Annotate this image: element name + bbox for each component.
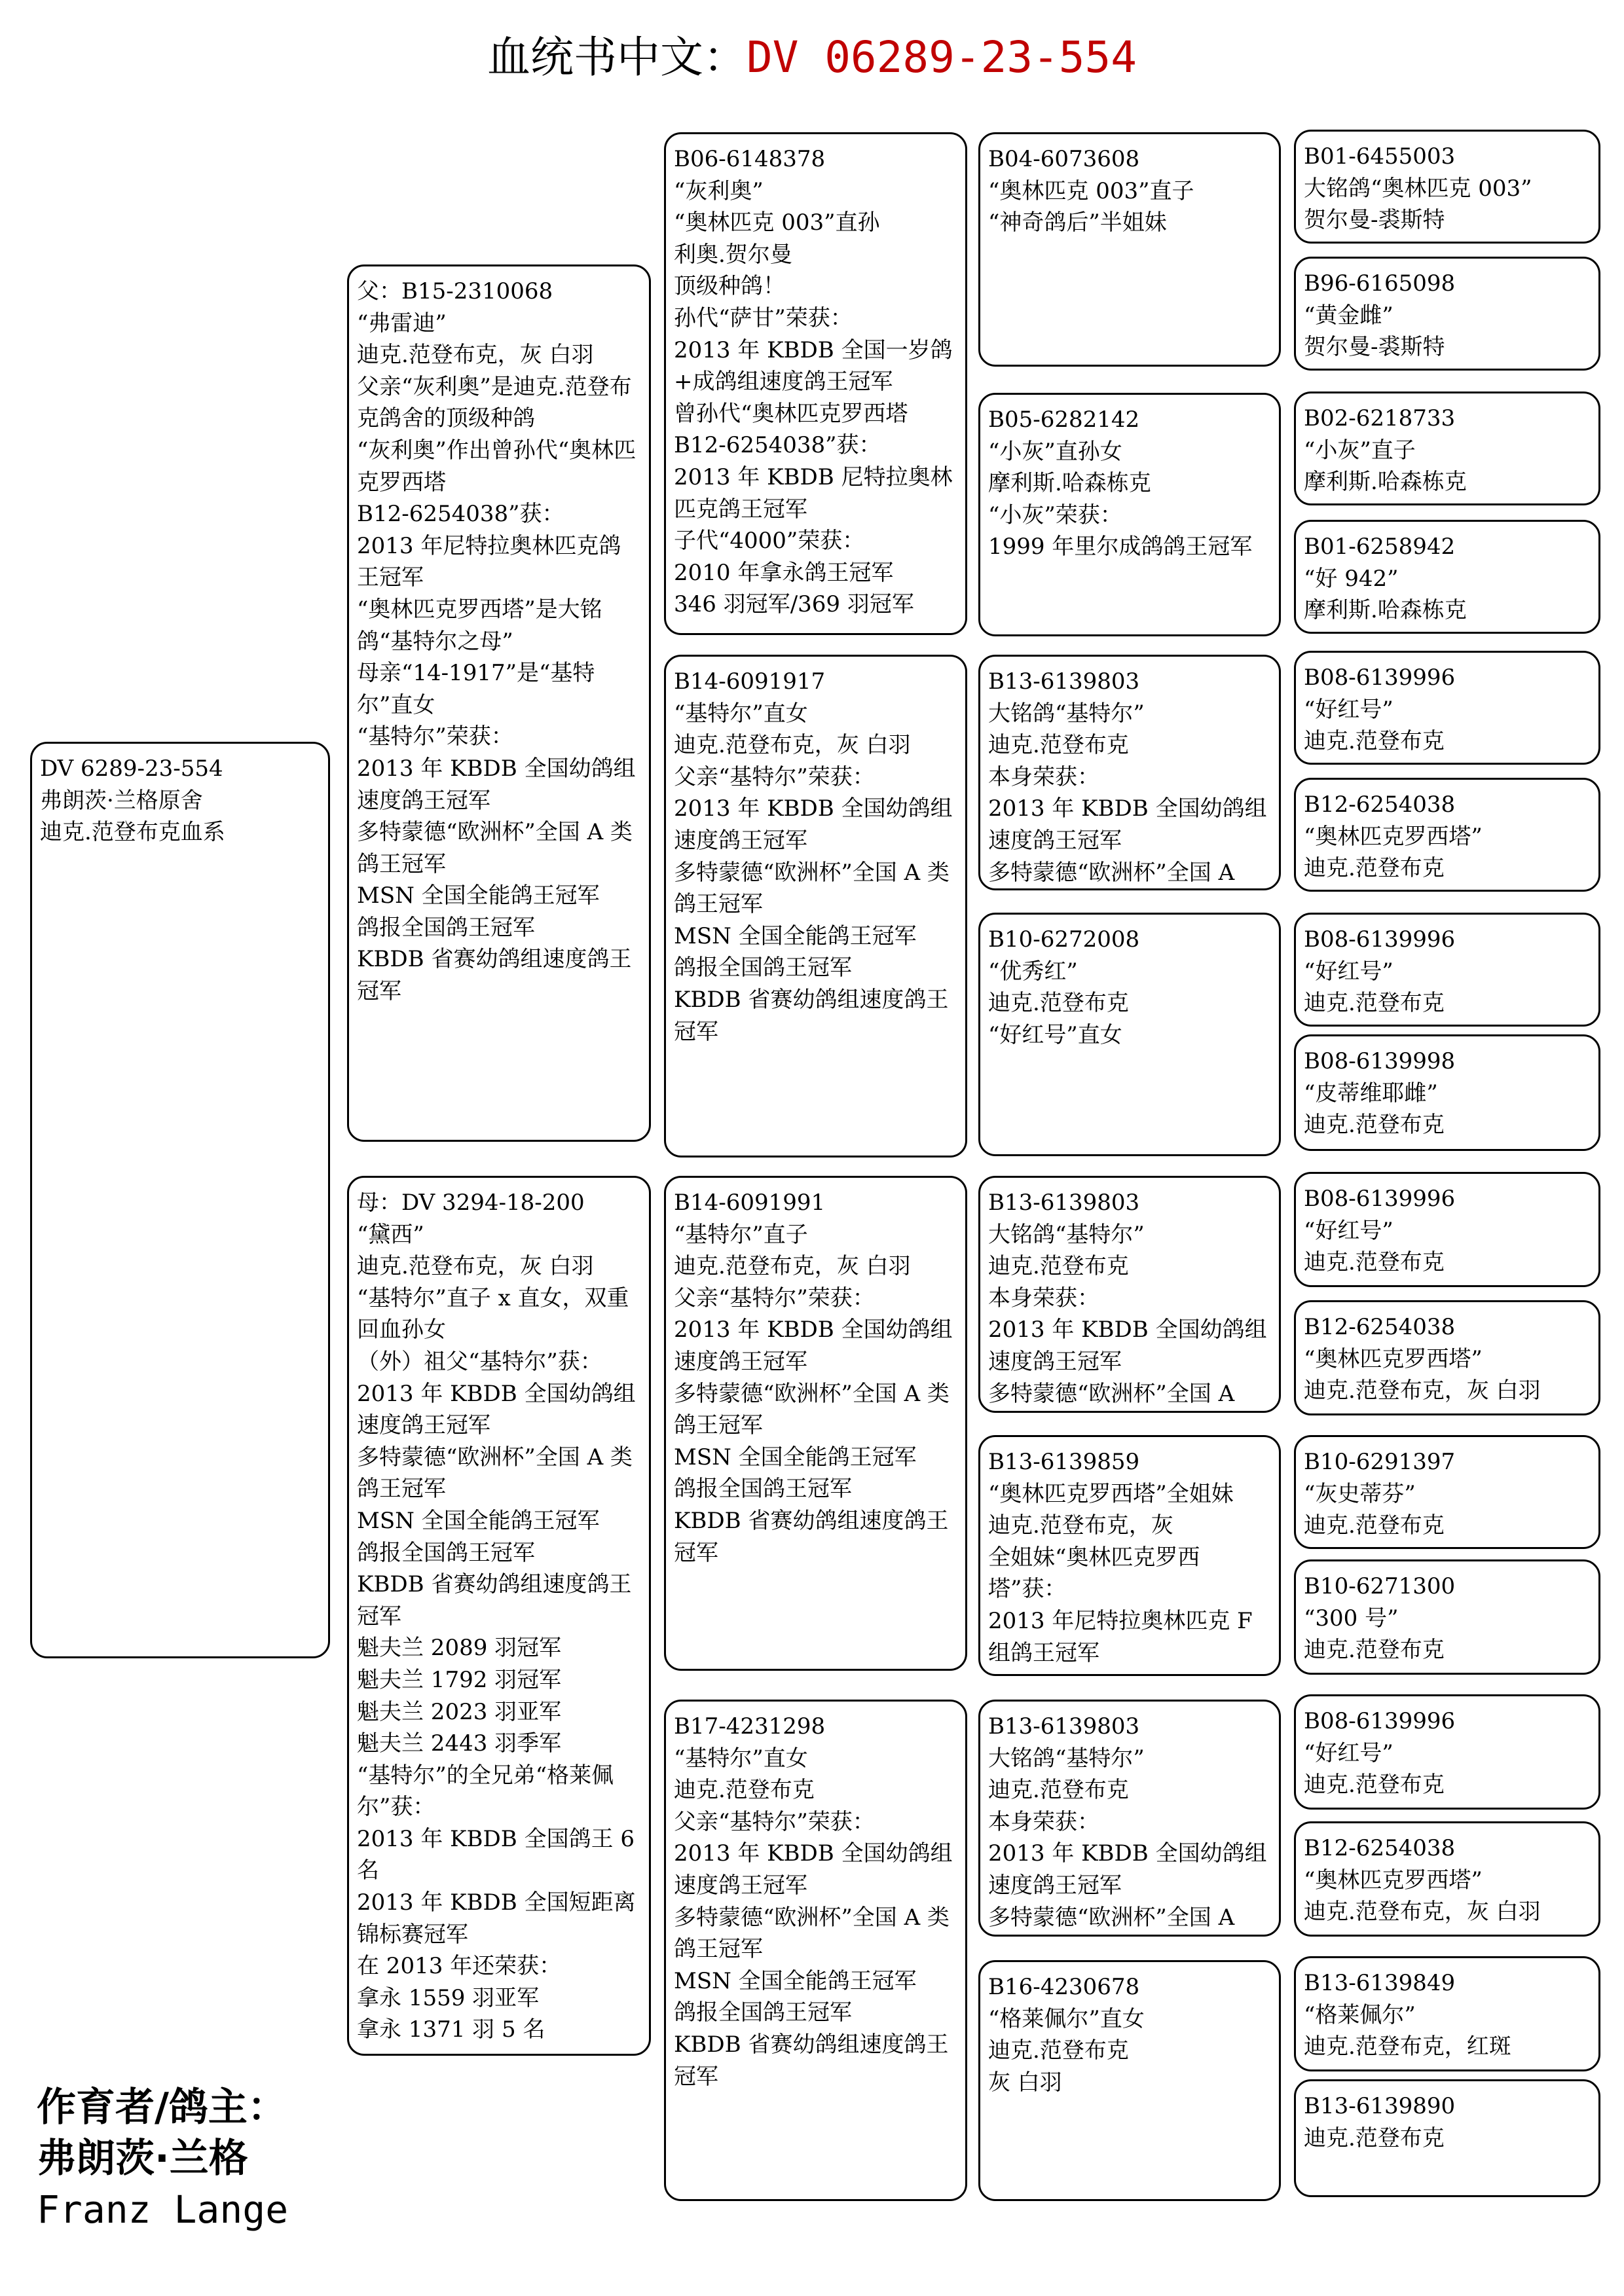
pedigree-line: “奥林匹克罗西塔” xyxy=(1304,823,1483,850)
pedigree-line: 迪克.范登布克 xyxy=(988,1253,1129,1280)
ring-number-title: DV 06289-23-554 xyxy=(746,32,1137,82)
pedigree-line: “好红号” xyxy=(1304,958,1393,985)
pedigree-line: 2013 年 KBDB 全国幼鸽组速度鸽王冠军 xyxy=(674,1840,953,1899)
breeder-block xyxy=(37,2082,288,2235)
pedigree-line: 迪克.范登布克，灰 xyxy=(988,1512,1173,1539)
pedigree-line: 父亲“基特尔”荣获： xyxy=(674,1285,875,1311)
ring-number: B13-6139859 xyxy=(988,1449,1140,1475)
ring-number: B96-6165098 xyxy=(1304,270,1456,297)
pedigree-line: “奥林匹克罗西塔” xyxy=(1304,1345,1483,1372)
pedigree-line: 全姐妹“奥林匹克罗西塔”获： xyxy=(988,1544,1200,1603)
pedigree-line: “300 号” xyxy=(1304,1605,1399,1631)
pedigree-line: 迪克.范登布克 xyxy=(1304,1772,1445,1798)
ring-number: B04-6073608 xyxy=(988,146,1140,172)
ring-number: B10-6272008 xyxy=(988,926,1140,953)
ring-number: B12-6254038 xyxy=(1304,792,1456,818)
ring-number: B13-6139803 xyxy=(988,668,1140,695)
ring-number: 母：DV 3294-18-200 xyxy=(357,1190,585,1216)
dam-box xyxy=(347,1176,651,2056)
pedigree-line: “奥林匹克 003”直子 xyxy=(988,177,1194,204)
gen5-box-13 xyxy=(1294,1694,1600,1810)
pedigree-line: KBDB 省赛幼鸽组速度鸽王冠军 xyxy=(357,946,632,1005)
ring-number: B17-4231298 xyxy=(674,1713,826,1740)
ring-number: B16-4230678 xyxy=(988,1974,1140,2000)
pedigree-line: 多特蒙德“欧洲杯”全国 A xyxy=(988,1380,1235,1407)
pedigree-line: “奥林匹克 003”直孙 xyxy=(674,210,880,236)
pedigree-line: MSN 全国全能鸽王冠军 xyxy=(674,1967,917,1994)
sire-sire-box xyxy=(664,132,967,635)
pedigree-line: 迪克.范登布克 xyxy=(988,990,1129,1017)
pedigree-line: 拿永 1371 羽 5 名 xyxy=(357,2016,545,2043)
page-title xyxy=(0,31,1624,83)
ring-number: DV 6289-23-554 xyxy=(40,756,223,782)
ring-number: B13-6139849 xyxy=(1304,1970,1456,1996)
pedigree-line: “奥林匹克罗西塔”是大铭鸽“基特尔之母” xyxy=(357,596,602,655)
gen4-box-7 xyxy=(978,1700,1281,1937)
pedigree-line: 迪克.范登布克 xyxy=(988,2037,1129,2064)
pedigree-line: “基特尔”的全兄弟“格莱佩尔”获： xyxy=(357,1762,614,1821)
pedigree-line: 迪克.范登布克，红斑 xyxy=(1304,2033,1511,2060)
ring-number: B01-6455003 xyxy=(1304,143,1456,170)
pedigree-line: 2013 年 KBDB 全国幼鸽组速度鸽王冠军 xyxy=(988,1317,1267,1375)
pedigree-line: 多特蒙德“欧洲杯”全国 A 类鸽王冠军 xyxy=(357,1444,633,1503)
title-prefix: 血统书中文： xyxy=(487,32,747,82)
pedigree-line: 多特蒙德“欧洲杯”全国 A xyxy=(988,859,1235,886)
pedigree-line: “好红号”直女 xyxy=(988,1021,1122,1048)
pedigree-line: 迪克.范登布克 xyxy=(1304,1637,1445,1664)
pedigree-line: 迪克.范登布克 xyxy=(1304,1512,1445,1539)
pedigree-line: 顶级种鸽！ xyxy=(674,273,785,300)
pedigree-line: 本身荣获： xyxy=(988,763,1099,790)
ring-number: B14-6091991 xyxy=(674,1190,826,1216)
pedigree-line: “奥林匹克罗西塔” xyxy=(1304,1867,1483,1893)
sire-dam-box xyxy=(664,655,967,1157)
ring-number: B08-6139998 xyxy=(1304,1048,1456,1074)
pedigree-line: 利奥.贺尔曼 xyxy=(674,241,792,268)
pedigree-line: 迪克.范登布克血系 xyxy=(40,819,225,846)
pedigree-line: KBDB 省赛幼鸽组速度鸽王冠军 xyxy=(674,986,949,1045)
pedigree-line: “弗雷迪” xyxy=(357,310,447,337)
pedigree-line: 迪克.范登布克，灰 白羽 xyxy=(674,732,911,759)
ring-number: B08-6139996 xyxy=(1304,926,1456,953)
pedigree-line: “好红号” xyxy=(1304,1217,1393,1244)
pedigree-line: 迪克.范登布克 xyxy=(1304,855,1445,882)
pedigree-line: 2013 年 KBDB 尼特拉奥林匹克鸽王冠军 xyxy=(674,464,953,522)
pedigree-line: 父亲“基特尔”荣获： xyxy=(674,763,875,790)
pedigree-line: “基特尔”直子 x 直女，双重回血孙女 xyxy=(357,1285,629,1343)
gen4-box-2 xyxy=(978,393,1281,636)
pedigree-line: KBDB 省赛幼鸽组速度鸽王冠军 xyxy=(357,1571,632,1630)
pedigree-line: “黄金雌” xyxy=(1304,302,1393,329)
pedigree-line: 在 2013 年还荣获： xyxy=(357,1953,562,1980)
gen4-box-1 xyxy=(978,132,1281,367)
pedigree-line: 2013 年 KBDB 全国鸽王 6 名 xyxy=(357,1825,642,1884)
pedigree-line: MSN 全国全能鸽王冠军 xyxy=(357,883,600,909)
pedigree-line: 鸽报全国鸽王冠军 xyxy=(357,1539,535,1566)
gen5-box-15 xyxy=(1294,1956,1600,2071)
subject-pigeon-box xyxy=(30,742,330,1658)
ring-number: B13-6139803 xyxy=(988,1190,1140,1216)
pedigree-line: 2013 年 KBDB 全国幼鸽组速度鸽王冠军 xyxy=(988,795,1267,854)
gen5-box-5 xyxy=(1294,651,1600,765)
pedigree-line: “好 942” xyxy=(1304,565,1399,592)
pedigree-line: “优秀红” xyxy=(988,958,1078,985)
pedigree-line: 大铭鸽“基特尔” xyxy=(988,700,1145,727)
pedigree-line: 多特蒙德“欧洲杯”全国 A 类鸽王冠军 xyxy=(357,819,633,877)
pedigree-line: 2010 年拿永鸽王冠军 xyxy=(674,559,894,586)
pedigree-line: 母亲“14-1917”是“基特尔”直女 xyxy=(357,660,595,718)
ring-number: B10-6271300 xyxy=(1304,1573,1456,1599)
gen5-box-16 xyxy=(1294,2079,1600,2197)
pedigree-line: “灰利奥”作出曾孙代“奥林匹克罗西塔 xyxy=(357,437,637,496)
gen5-box-2 xyxy=(1294,257,1600,371)
pedigree-line: 多特蒙德“欧洲杯”全国 A xyxy=(988,1904,1235,1931)
dam-dam-box xyxy=(664,1700,967,2201)
pedigree-line: 多特蒙德“欧洲杯”全国 A 类鸽王冠军 xyxy=(674,1904,950,1963)
pedigree-line: 多特蒙德“欧洲杯”全国 A 类鸽王冠军 xyxy=(674,859,950,918)
pedigree-line: 摩利斯.哈森栋克 xyxy=(988,470,1151,497)
ring-number: B12-6254038 xyxy=(1304,1314,1456,1340)
pedigree-line: 迪克.范登布克，灰 白羽 xyxy=(357,1253,594,1280)
pedigree-line: “灰利奥” xyxy=(674,177,764,204)
breeder-label: 作育者/鸽主： xyxy=(37,2085,287,2130)
pedigree-line: 2013 年 KBDB 全国幼鸽组速度鸽王冠军 xyxy=(357,755,636,814)
pedigree-line: “基特尔”荣获： xyxy=(357,723,513,750)
gen5-box-4 xyxy=(1294,520,1600,634)
pedigree-line: “好红号” xyxy=(1304,1740,1393,1766)
pedigree-line: 魁夫兰 2023 羽亚军 xyxy=(357,1698,562,1725)
gen4-box-5 xyxy=(978,1176,1281,1413)
pedigree-line: 2013 年 KBDB 全国幼鸽组速度鸽王冠军 xyxy=(357,1380,636,1439)
pedigree-line: 魁夫兰 2443 羽季军 xyxy=(357,1730,562,1757)
gen4-box-6 xyxy=(978,1435,1281,1676)
pedigree-line: 迪克.范登布克 xyxy=(1304,2124,1445,2151)
ring-number: B12-6254038 xyxy=(1304,1835,1456,1861)
gen5-box-9 xyxy=(1294,1172,1600,1287)
pedigree-line: 魁夫兰 2089 羽冠军 xyxy=(357,1635,562,1662)
pedigree-line: 迪克.范登布克 xyxy=(988,1777,1129,1804)
ring-number: B13-6139890 xyxy=(1304,2093,1456,2119)
pedigree-line: （外）祖父“基特尔”获： xyxy=(357,1348,602,1375)
pedigree-line: 本身荣获： xyxy=(988,1285,1099,1311)
pedigree-line: 鸽报全国鸽王冠军 xyxy=(674,1476,852,1503)
dam-sire-box xyxy=(664,1176,967,1671)
pedigree-line: “神奇鸽后”半姐妹 xyxy=(988,210,1167,236)
pedigree-line: 父亲“基特尔”荣获： xyxy=(674,1808,875,1835)
ring-number: B13-6139803 xyxy=(988,1713,1140,1740)
pedigree-line: 本身荣获： xyxy=(988,1808,1099,1835)
gen5-box-8 xyxy=(1294,1034,1600,1151)
pedigree-line: B12-6254038”获： xyxy=(357,501,564,528)
ring-number: B01-6258942 xyxy=(1304,534,1456,560)
pedigree-line: 大铭鸽“奥林匹克 003” xyxy=(1304,175,1532,202)
pedigree-line: “奥林匹克罗西塔”全姐妹 xyxy=(988,1480,1234,1507)
pedigree-line: “皮蒂维耶雌” xyxy=(1304,1080,1438,1106)
pedigree-line: MSN 全国全能鸽王冠军 xyxy=(674,922,917,949)
pedigree-line: MSN 全国全能鸽王冠军 xyxy=(674,1444,917,1470)
pedigree-line: 灰 白羽 xyxy=(988,2069,1062,2096)
ring-number: 父：B15-2310068 xyxy=(357,278,553,304)
pedigree-line: 迪克.范登布克，灰 白羽 xyxy=(674,1253,911,1280)
pedigree-line: “小灰”直子 xyxy=(1304,437,1416,464)
pedigree-line: 父亲“灰利奥”是迪克.范登布克鸽舍的顶级种鸽 xyxy=(357,373,632,432)
pedigree-line: 346 羽冠军/369 羽冠军 xyxy=(674,591,914,618)
pedigree-line: 迪克.范登布克，灰 白羽 xyxy=(1304,1899,1541,1925)
pedigree-line: 多特蒙德“欧洲杯”全国 A 类鸽王冠军 xyxy=(674,1380,950,1439)
pedigree-line: 大铭鸽“基特尔” xyxy=(988,1745,1145,1772)
pedigree-line: 贺尔曼-裘斯特 xyxy=(1304,334,1445,361)
pedigree-line: 2013 年尼特拉奥林匹克 F 组鸽王冠军 xyxy=(988,1607,1260,1666)
gen5-box-12 xyxy=(1294,1559,1600,1675)
pedigree-line: 迪克.范登布克 xyxy=(1304,1249,1445,1276)
pedigree-line: “小灰”荣获： xyxy=(988,501,1122,528)
pedigree-line: 2013 年 KBDB 全国幼鸽组速度鸽王冠军 xyxy=(988,1840,1267,1899)
pedigree-line: 曾孙代“奥林匹克罗西塔 xyxy=(674,400,908,427)
pedigree-line: 迪克.范登布克，灰 白羽 xyxy=(1304,1377,1541,1404)
gen4-box-8 xyxy=(978,1960,1281,2201)
pedigree-line: 魁夫兰 1792 羽冠军 xyxy=(357,1666,562,1693)
gen5-box-11 xyxy=(1294,1435,1600,1549)
pedigree-line: “格莱佩尔”直女 xyxy=(988,2005,1145,2032)
pedigree-line: 迪克.范登布克 xyxy=(1304,1112,1445,1139)
pedigree-line: KBDB 省赛幼鸽组速度鸽王冠军 xyxy=(674,1507,949,1566)
pedigree-line: 弗朗茨·兰格原舍 xyxy=(40,787,203,814)
pedigree-line: 2013 年 KBDB 全国短距离锦标赛冠军 xyxy=(357,1889,636,1948)
sire-box xyxy=(347,264,651,1142)
pedigree-line: 迪克.范登布克 xyxy=(988,732,1129,759)
pedigree-line: 摩利斯.哈森栋克 xyxy=(1304,469,1467,496)
pedigree-line: 鸽报全国鸽王冠军 xyxy=(674,1999,852,2026)
gen4-box-3 xyxy=(978,655,1281,890)
pedigree-line: 1999 年里尔成鸽鸽王冠军 xyxy=(988,534,1253,560)
pedigree-line: B12-6254038”获： xyxy=(674,432,881,459)
ring-number: B05-6282142 xyxy=(988,407,1140,433)
gen5-box-14 xyxy=(1294,1821,1600,1937)
pedigree-line: “灰史蒂芬” xyxy=(1304,1480,1416,1507)
breeder-name-chinese: 弗朗茨·兰格 xyxy=(37,2136,248,2181)
pedigree-line: 2013 年 KBDB 全国幼鸽组速度鸽王冠军 xyxy=(674,795,953,854)
pedigree-line: “格莱佩尔” xyxy=(1304,2001,1416,2028)
gen5-box-6 xyxy=(1294,778,1600,892)
pedigree-line: 鸽报全国鸽王冠军 xyxy=(674,955,852,981)
pedigree-line: 贺尔曼-裘斯特 xyxy=(1304,207,1445,234)
pedigree-line: “黛西” xyxy=(357,1221,424,1248)
pedigree-line: 子代“4000”荣获： xyxy=(674,528,865,555)
pedigree-line: “小灰”直孙女 xyxy=(988,438,1122,465)
gen5-box-1 xyxy=(1294,130,1600,244)
pedigree-line: 迪克.范登布克 xyxy=(1304,990,1445,1017)
ring-number: B10-6291397 xyxy=(1304,1449,1456,1475)
gen5-box-10 xyxy=(1294,1300,1600,1415)
pedigree-line: 大铭鸽“基特尔” xyxy=(988,1221,1145,1248)
pedigree-line: “基特尔”直女 xyxy=(674,700,808,727)
pedigree-line: 迪克.范登布克 xyxy=(1304,728,1445,755)
pedigree-line: 迪克.范登布克 xyxy=(674,1777,815,1804)
breeder-name-latin: Franz Lange xyxy=(37,2187,289,2232)
pedigree-line: 孙代“萨甘”荣获： xyxy=(674,304,853,331)
pedigree-line: 鸽报全国鸽王冠军 xyxy=(357,914,535,941)
gen5-box-7 xyxy=(1294,913,1600,1027)
pedigree-line: 2013 年 KBDB 全国一岁鸽+成鸽组速度鸽王冠军 xyxy=(674,337,953,395)
pedigree-line: 拿永 1559 羽亚军 xyxy=(357,1984,540,2011)
pedigree-line: 摩利斯.哈森栋克 xyxy=(1304,597,1467,624)
pedigree-line: MSN 全国全能鸽王冠军 xyxy=(357,1507,600,1534)
ring-number: B08-6139996 xyxy=(1304,1186,1456,1212)
ring-number: B02-6218733 xyxy=(1304,405,1456,431)
ring-number: B06-6148378 xyxy=(674,146,826,172)
pedigree-line: “好红号” xyxy=(1304,696,1393,723)
pedigree-line: 迪克.范登布克，灰 白羽 xyxy=(357,342,594,369)
gen4-box-4 xyxy=(978,913,1281,1156)
ring-number: B14-6091917 xyxy=(674,668,826,695)
pedigree-line: 2013 年 KBDB 全国幼鸽组速度鸽王冠军 xyxy=(674,1317,953,1375)
gen5-box-3 xyxy=(1294,392,1600,505)
pedigree-line: KBDB 省赛幼鸽组速度鸽王冠军 xyxy=(674,2031,949,2090)
ring-number: B08-6139996 xyxy=(1304,665,1456,691)
ring-number: B08-6139996 xyxy=(1304,1708,1456,1734)
pedigree-line: “基特尔”直子 xyxy=(674,1221,808,1248)
pedigree-line: “基特尔”直女 xyxy=(674,1745,808,1772)
pedigree-line: 2013 年尼特拉奥林匹克鸽王冠军 xyxy=(357,532,621,591)
